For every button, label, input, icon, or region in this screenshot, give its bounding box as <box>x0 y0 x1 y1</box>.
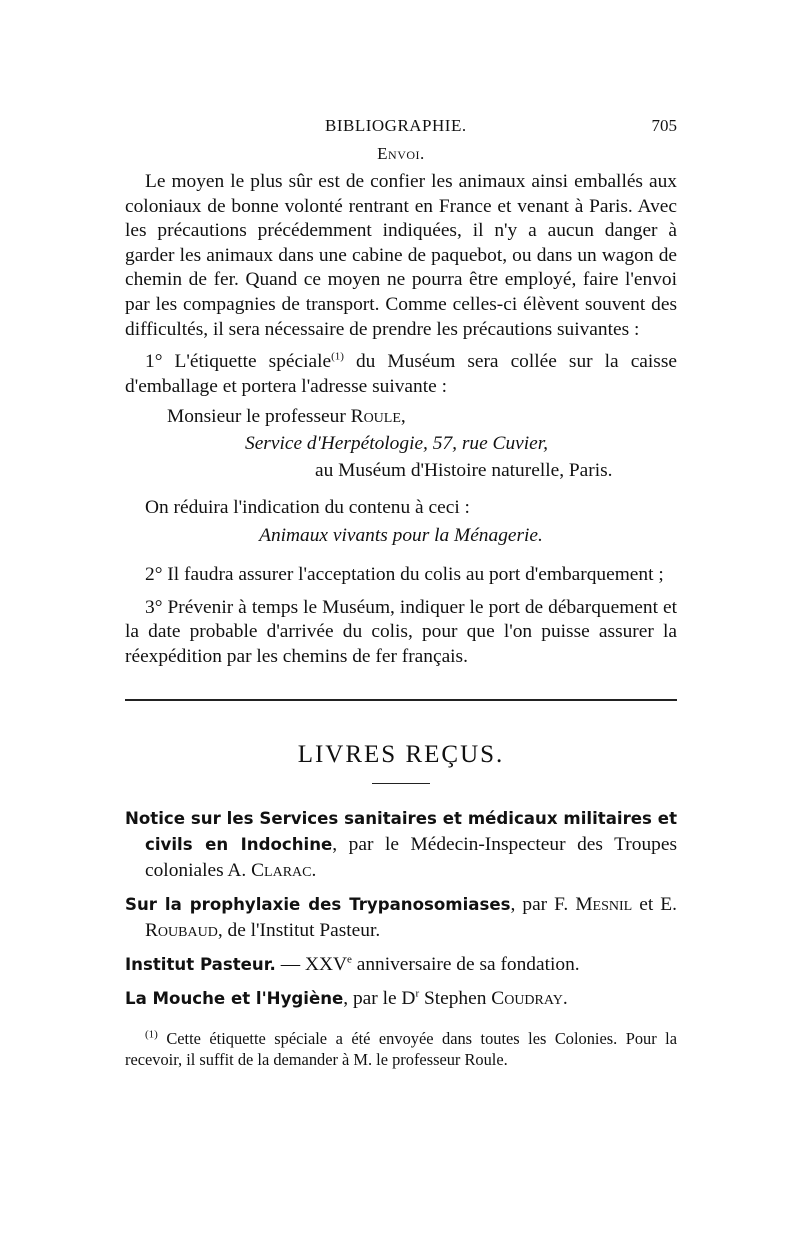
section-divider <box>125 699 677 701</box>
book-entry-2 <box>125 892 677 944</box>
contents-intro: On réduira l'indication du contenu à ceci : <box>145 497 470 519</box>
page <box>125 110 677 1070</box>
address-prefix: Monsieur le professeur <box>167 406 346 428</box>
book-author: Clarac <box>251 860 312 882</box>
item-3: 3° Prévenir à temps le Muséum, indiquer le port de débarquement et la date probable d'arrivée du colis, pour que l'on puisse assurer la réexpédition par les chemins de fer français. <box>125 596 677 667</box>
book-author: Mesnil <box>575 894 633 916</box>
footnote-ref: (1) <box>331 350 344 363</box>
book-author-2: Roubaud <box>145 920 218 942</box>
item-1-number: 1° <box>145 351 163 373</box>
envoi-heading: Envoi. <box>377 144 425 163</box>
address-name: Roule <box>350 406 401 428</box>
book-end: anniversaire de sa fondation. <box>351 954 580 976</box>
running-head <box>125 110 677 144</box>
page-number: 705 <box>651 116 677 135</box>
book-details-2: Stephen <box>419 988 492 1010</box>
book-title: Notice sur les Services sanitaires et médicaux militaires et civils en Indochine <box>125 809 677 855</box>
livres-recus-title: LIVRES REÇUS. <box>297 741 505 769</box>
book-entry-1 <box>125 806 677 884</box>
item-1-text-b: du Muséum sera collée sur la caisse d'emballage et portera l'adresse suivante : <box>125 351 677 397</box>
footnote-text: Cette étiquette spéciale a été envoyée dans toutes les Colonies. Pour la recevoir, il suffit de la demander à M. le professeur Roule. <box>125 1029 677 1070</box>
book-title: Sur la prophylaxie des Trypanosomiases <box>125 895 511 915</box>
book-entry-4 <box>125 986 677 1012</box>
footnote-marker: (1) <box>145 1028 158 1041</box>
contents-label: Animaux vivants pour la Ménagerie. <box>259 524 543 546</box>
address-line-2: Service d'Herpétologie, 57, rue Cuvier, <box>245 433 549 455</box>
running-title: BIBLIOGRAPHIE. <box>325 116 467 135</box>
address-comma: , <box>400 406 406 428</box>
title-underline <box>372 783 430 784</box>
doctor-sup: r <box>415 987 420 1000</box>
book-details: — XXV <box>275 954 347 976</box>
book-title: La Mouche et l'Hygiène <box>125 989 344 1009</box>
book-details: , par F. <box>510 894 576 916</box>
footnote <box>125 1028 677 1070</box>
item-1-text-a: L'étiquette spéciale <box>174 351 332 373</box>
book-details: , par le D <box>343 988 416 1010</box>
ordinal-sup: e <box>346 953 352 966</box>
book-entry-3 <box>125 952 677 978</box>
book-end: . <box>562 988 568 1010</box>
envoi-paragraph: Le moyen le plus sûr est de confier les animaux ainsi emballés aux coloniaux de bonne volonté rentrant en France et venant à Paris. Avec les précautions précédemment indiquées, il n'y a aucun danger à garder les animaux dans une cabine de paquebot, ou dans un wagon de chemin de fer. Quand ce moyen ne pourra être employé, faire l'envoi par les compagnies de transport. Comme celles-ci élèvent souvent des difficultés, il sera nécessaire de prendre les précautions suivantes : <box>125 171 677 340</box>
book-title: Institut Pasteur. <box>125 955 276 975</box>
book-end: . <box>311 860 317 882</box>
book-end: , de l'Institut Pasteur. <box>217 920 381 942</box>
book-author: Coudray <box>491 988 563 1010</box>
item-1 <box>125 350 677 399</box>
address-line-3: au Muséum d'Histoire naturelle, Paris. <box>315 460 613 482</box>
book-details-2: et E. <box>632 894 677 916</box>
address-line-1 <box>125 403 677 430</box>
item-2: 2° Il faudra assurer l'acceptation du colis au port d'embarquement ; <box>145 563 664 585</box>
book-details: , par le Médecin-Inspecteur des Troupes coloniales A. <box>145 834 677 882</box>
